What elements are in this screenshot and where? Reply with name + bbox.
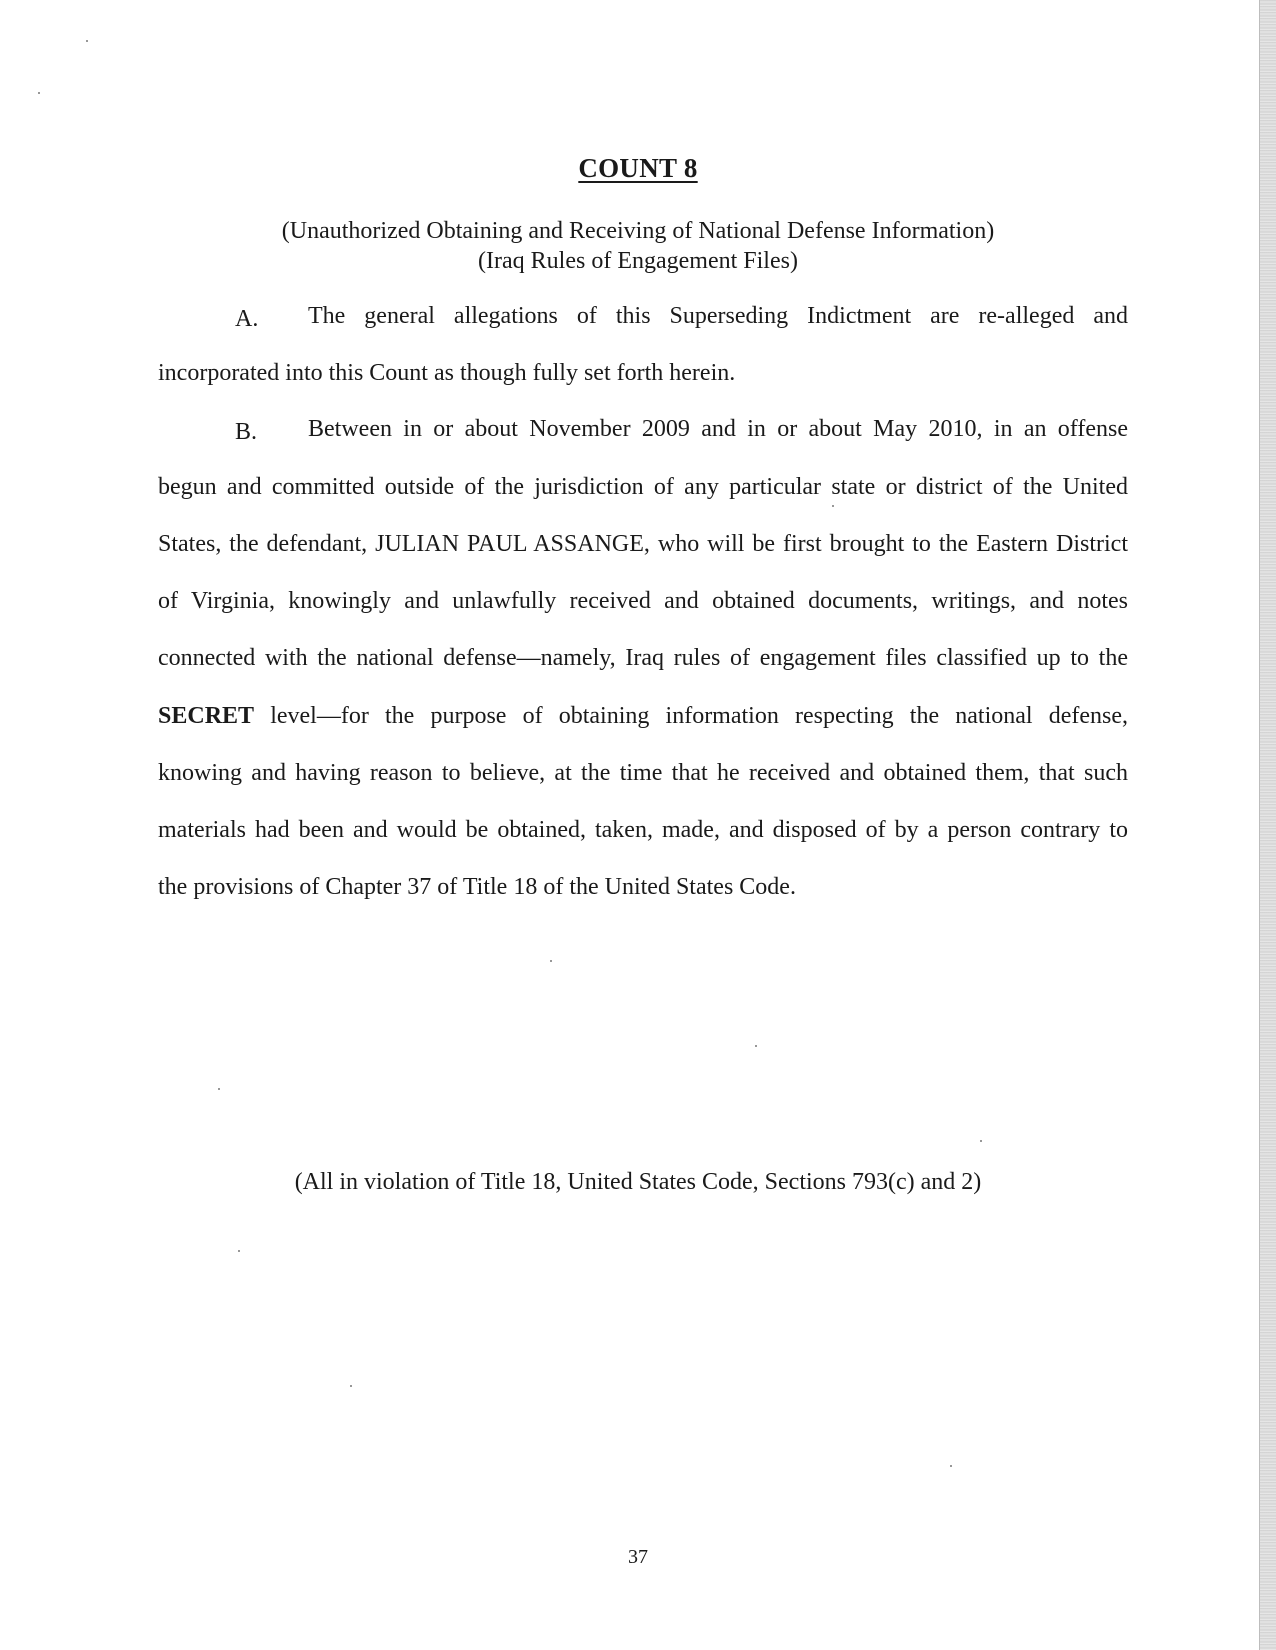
count-title: COUNT 8 bbox=[578, 153, 698, 183]
scan-speck bbox=[950, 1465, 952, 1467]
paragraph-b-line-7: knowing and having reason to believe, at the time that he received and obtained them, that such bbox=[158, 760, 1128, 786]
paragraph-a-line-1: The general allegations of this Superseding Indictment are re-alleged and bbox=[308, 303, 1128, 329]
count-subtitle-2: (Iraq Rules of Engagement Files) bbox=[478, 248, 798, 274]
paragraph-b-line-6-text: level—for the purpose of obtaining information respecting the national defense, bbox=[254, 703, 1128, 729]
scan-speck bbox=[218, 1088, 220, 1090]
paragraph-b-label: B. bbox=[235, 419, 258, 445]
paragraph-b-line-8: materials had been and would be obtained, taken, made, and disposed of by a person contrary to bbox=[158, 817, 1128, 843]
paragraph-b-line-1: Between in or about November 2009 and in or about May 2010, in an offense bbox=[308, 416, 1128, 442]
scan-speck bbox=[980, 1140, 982, 1142]
scan-speck bbox=[86, 40, 88, 42]
scan-speck bbox=[550, 960, 552, 962]
page-number: 37 bbox=[628, 1546, 648, 1568]
paragraph-b-line-4: of Virginia, knowingly and unlawfully received and obtained documents, writings, and notes bbox=[158, 588, 1128, 614]
paragraph-a-label: A. bbox=[235, 306, 259, 332]
secret-classification: SECRET bbox=[158, 703, 255, 729]
scan-speck bbox=[38, 92, 40, 94]
scan-speck bbox=[832, 505, 834, 507]
violation-statement: (All in violation of Title 18, United States Code, Sections 793(c) and 2) bbox=[294, 1169, 982, 1195]
count-subtitle-1: (Unauthorized Obtaining and Receiving of National Defense Information) bbox=[281, 218, 995, 244]
paragraph-b-line-5: connected with the national defense—namely, Iraq rules of engagement files classified up to the bbox=[158, 645, 1128, 671]
paragraph-b-line-2: begun and committed outside of the jurisdiction of any particular state or district of the United bbox=[158, 474, 1128, 500]
scan-speck bbox=[238, 1250, 240, 1252]
paragraph-b-line-3: States, the defendant, JULIAN PAUL ASSANGE, who will be first brought to the Eastern District bbox=[158, 531, 1128, 557]
paragraph-a-line-2: incorporated into this Count as though fully set forth herein. bbox=[158, 360, 736, 386]
paragraph-b-line-6 bbox=[158, 703, 1128, 730]
scan-speck bbox=[350, 1385, 352, 1387]
scan-speck bbox=[755, 1045, 757, 1047]
paragraph-b-line-9: the provisions of Chapter 37 of Title 18 of the United States Code. bbox=[158, 874, 796, 900]
